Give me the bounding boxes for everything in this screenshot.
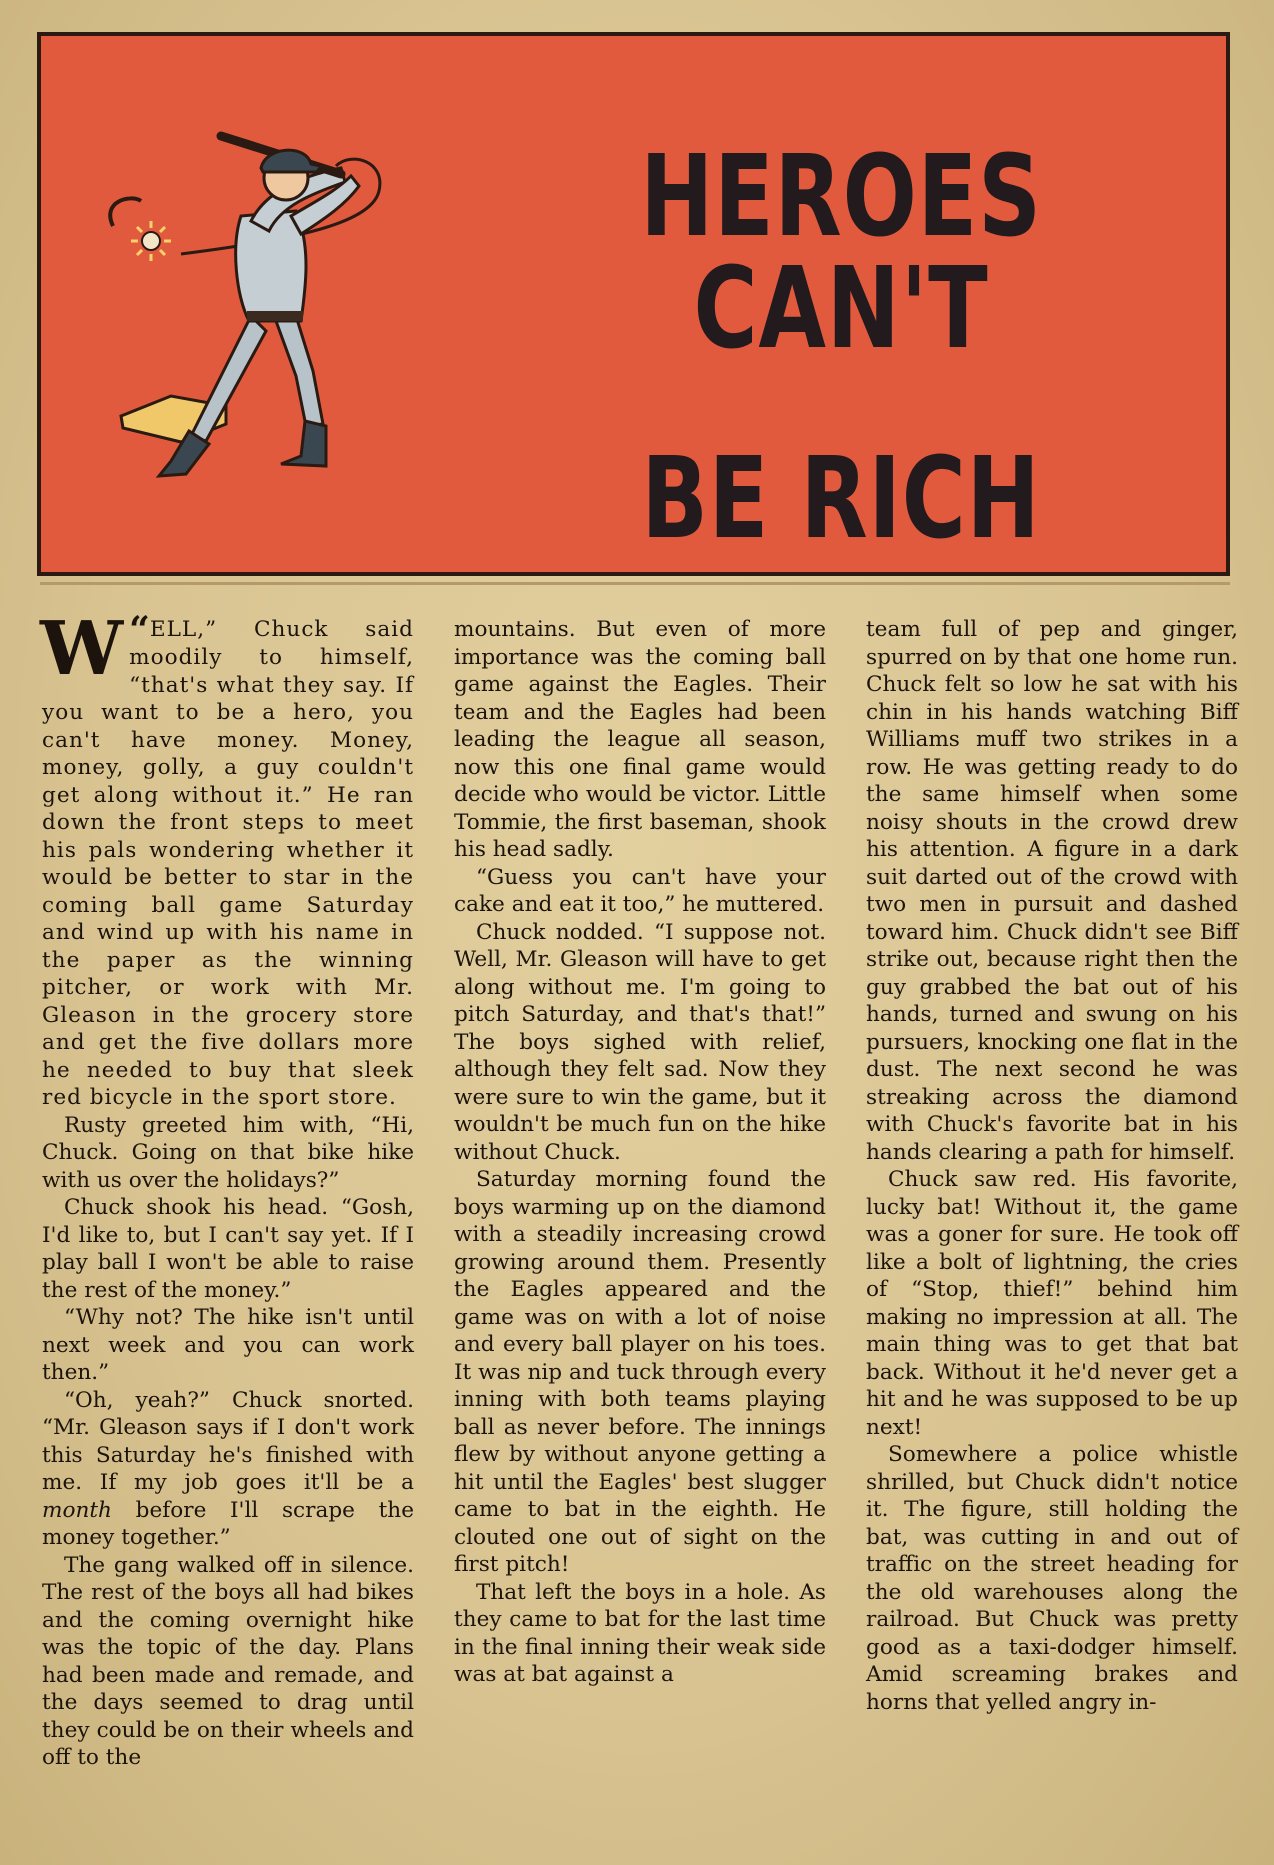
- drop-cap: W: [40, 606, 124, 692]
- paragraph: That left the boys in a hole. As they came to bat for the last time in the final inning their weak side was at bat against a: [454, 1579, 826, 1687]
- emphasis: month: [42, 1497, 112, 1523]
- paragraph-part: before I'll scrape the money together.”: [42, 1497, 414, 1550]
- paragraph: Chuck nodded. “I suppose not. Well, Mr. Gleason will have to get along without me. I'm going to pitch Saturday, and that's that!” The boys sighed with relief, although they felt sad. Now they were sure to win the game, but it wouldn't be much fun on the hike without Chuck.: [454, 919, 826, 1165]
- paragraph: Chuck saw red. His favorite, lucky bat! Without it, the game was a goner for sure. He took off like a bolt of lightning, the cries of “Stop, thief!” behind him making no impression at all. The main thing was to get that bat back. Without it he'd never get a hit and he was supposed to be up next!: [866, 1167, 1238, 1440]
- column-2: [454, 616, 826, 1826]
- story-title: [461, 132, 1221, 564]
- paragraph-part: “Oh, yeah?” Chuck snorted. “Mr. Gleason says if I don't work this Saturday he's finished with me. If my job goes it'll be a: [42, 1387, 414, 1495]
- paragraph: [42, 1387, 414, 1552]
- column-1: [40, 606, 414, 1826]
- opening-quote: “: [129, 609, 150, 651]
- paragraph: The gang walked off in silence. The rest of the boys all had bikes and the coming overnight hike was the topic of the day. Plans had been made and remade, and the days seemed to drag until they could be on their wheels and off to the: [42, 1552, 414, 1770]
- baseball-batter-illustration: [101, 106, 431, 506]
- paragraph: Somewhere a police whistle shrilled, but Chuck didn't notice it. The figure, still holding the bat, was cutting in and out of traffic on the street heading for the old warehouses along the railroad. But Chuck was pretty good as a taxi-dodger himself. Amid screaming brakes and horns that yelled angry in-: [866, 1442, 1238, 1715]
- paragraph: Chuck shook his head. “Gosh, I'd like to, but I can't say yet. If I play ball I won't be able to raise the rest of the money.”: [42, 1195, 414, 1303]
- paragraph: mountains. But even of more importance was the coming ball game against the Eagles. Their team and the Eagles had been leading the league all season, now this one final game would decide who would be victor. Little Tommie, the first baseman, shook his head sadly.: [454, 617, 826, 862]
- column-3: [866, 616, 1238, 1826]
- paragraph: Rusty greeted him with, “Hi, Chuck. Going on that bike hike with us over the holidays?”: [42, 1112, 414, 1193]
- story-columns: [40, 606, 1238, 1826]
- divider: [40, 582, 1230, 585]
- paragraph: “Why not? The hike isn't until next week and you can work then.”: [42, 1305, 414, 1385]
- ball-impact-icon: [131, 221, 171, 261]
- paragraph: Saturday morning found the boys warming up on the diamond with a steadily increasing crowd growing around them. Presently the Eagles appeared and the game was on with a lot of noise and every ball player on his toes. It was nip and tuck through every inning with both teams playing ball as never before. The innings flew by without anyone getting a hit until the Eagles' best slugger came to bat in the eighth. He clouted one out of sight on the first pitch!: [454, 1167, 826, 1577]
- title-line-1: HEROES CAN'T: [640, 132, 1042, 374]
- opening-text: ELL,” Chuck said moodily to himself, “that's what they say. If you want to be a hero, you can't have money. Money, money, golly, a guy couldn't get along without it.” He ran down the front steps to meet his pals wondering whether it would be better to star in the coming ball game Saturday and wind up with his name in the paper as the winning pitcher, or work with Mr. Gleason in the grocery store and get the five dollars more he needed to buy that sleek red bicycle in the sport store.: [42, 617, 414, 1110]
- title-line-2: BE RICH: [641, 434, 1041, 564]
- title-banner: [37, 32, 1230, 576]
- paragraph: team full of pep and ginger, spurred on by that one home run. Chuck felt so low he sat with his chin in his hands watching Biff Williams muff two strikes in a row. He was getting ready to do the same himself when some noisy shouts in the crowd drew his attention. A figure in a dark suit darted out of the crowd with two men in pursuit and dashed toward him. Chuck didn't see Biff strike out, because right then the guy grabbed the bat out of his hands, turned and swung on his pursuers, knocking one flat in the dust. The next second he was streaking across the diamond with Chuck's favorite bat in his hands clearing a path for himself.: [866, 617, 1238, 1165]
- opening-paragraph: [40, 606, 414, 1112]
- paragraph: “Guess you can't have your cake and eat it too,” he muttered.: [454, 864, 826, 917]
